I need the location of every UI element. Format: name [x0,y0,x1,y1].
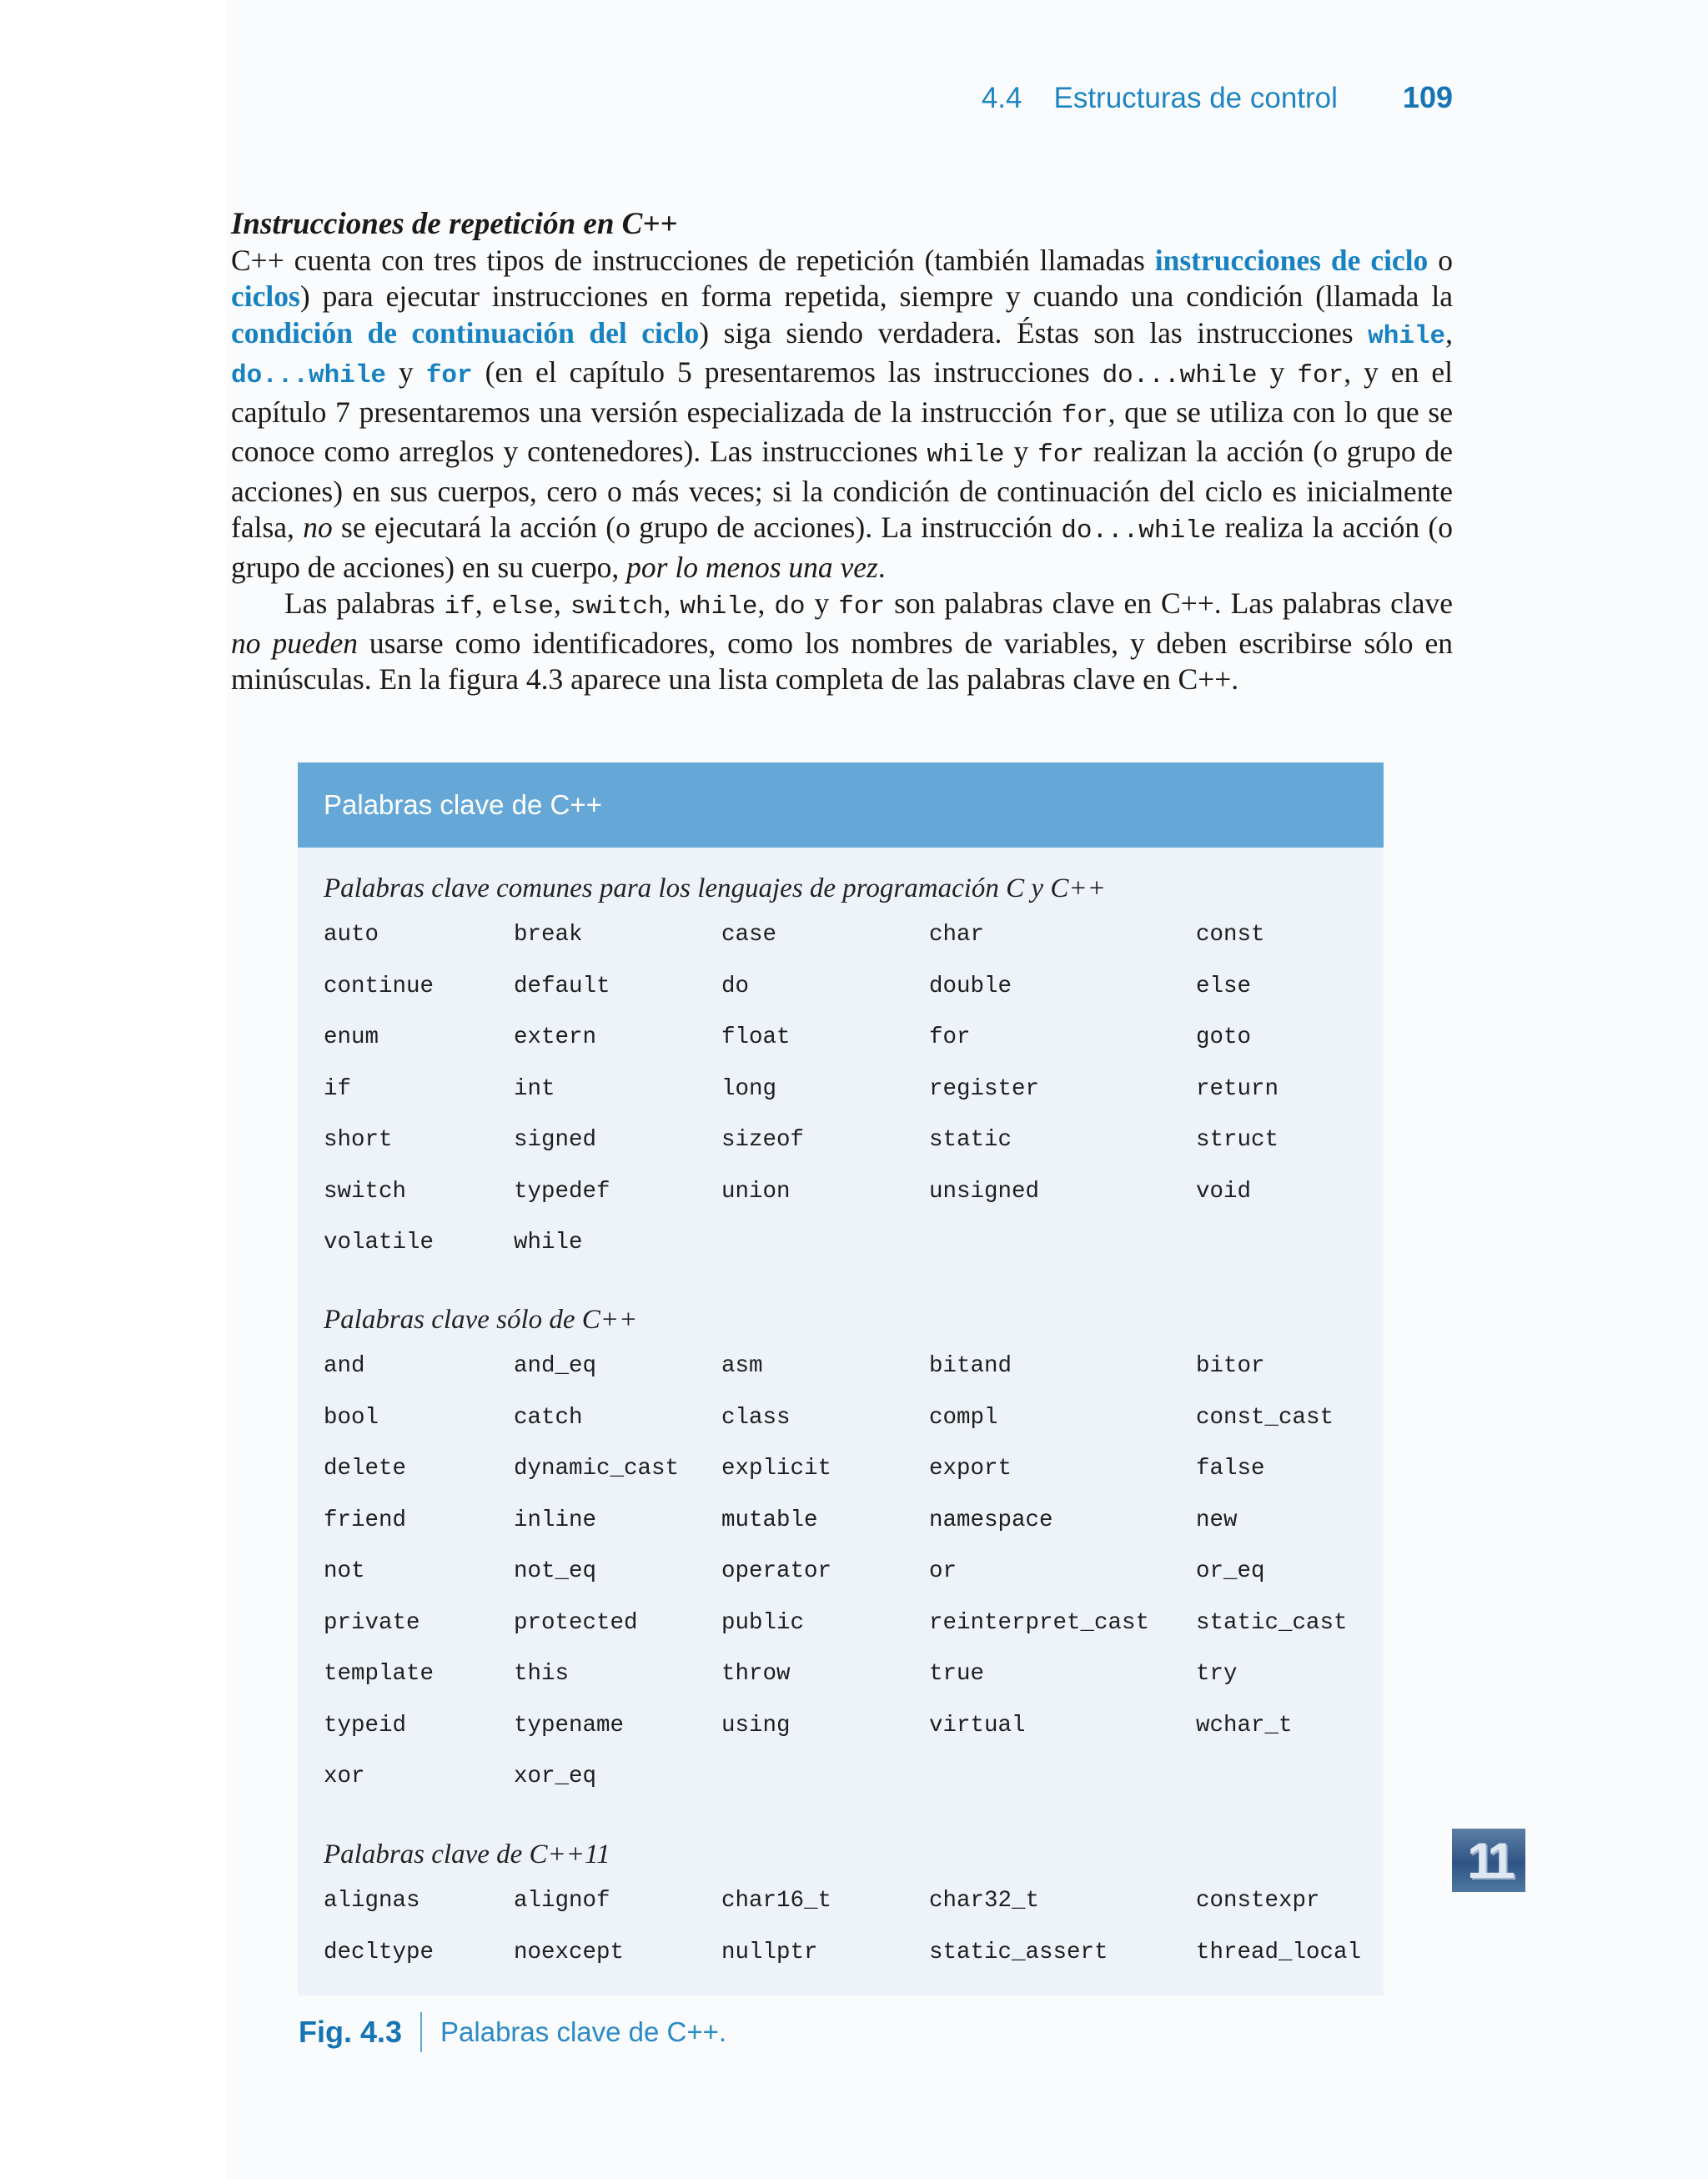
keyword-cell: typeid [324,1712,407,1739]
figure-caption [299,2012,726,2052]
keyword-row [324,1546,1366,1598]
text-run: o [1428,243,1453,277]
text-run: se ejecutará la acción (o grupo de acciones). La instrucción [332,511,1062,544]
keyword-cell: namespace [929,1507,1053,1533]
keyword-cell: compl [929,1404,998,1431]
text-run: ) siga siendo verdadera. Éstas son las instrucciones [699,315,1369,350]
text-run: ) para ejecutar instrucciones en forma repetida, siempre y cuando una condición (llamada la [299,279,1453,313]
inline-code: do...while [1061,516,1217,546]
keyword-row [324,1341,1366,1392]
keyword-cell: not_eq [514,1558,597,1585]
chapter-tab: 11 [1452,1829,1525,1892]
keyword-cell: const_cast [1196,1404,1334,1431]
keyword-cell: long [721,1075,777,1102]
keyword-cell: throw [721,1661,791,1688]
keyword-cell: decltype [324,1939,435,1965]
keyword-row [324,909,1366,961]
keyword-cell: signed [514,1127,597,1154]
keyword-cell: dynamic_cast [514,1456,680,1482]
inline-code: do [774,592,806,621]
keyword-cell: mutable [721,1507,818,1533]
paragraph-1 [231,243,1453,586]
keyword-row [324,1392,1366,1444]
keyword-cell: and_eq [514,1353,597,1380]
keyword-cell: char16_t [721,1888,832,1915]
keyword-cell: and [324,1353,365,1380]
keyword-cell: or_eq [1196,1558,1265,1585]
emphasis: por lo menos una vez [626,550,878,584]
text-run: , [475,586,492,620]
keyword-row [324,1648,1366,1700]
keyword-cell: unsigned [929,1178,1040,1205]
text-run: , [757,586,775,620]
keyword-cell: typename [514,1712,625,1739]
key-code: for [425,361,473,390]
text-run: y [1257,355,1298,389]
keyword-row [324,1443,1366,1495]
running-head [982,80,1453,115]
keyword-cell: operator [721,1558,832,1585]
keyword-cell: for [929,1024,971,1051]
text-run: , [663,586,681,620]
keyword-cell: thread_local [1196,1939,1362,1965]
keyword-cell: public [721,1609,805,1636]
section-number: 4.4 [981,82,1022,114]
keyword-cell: double [929,973,1012,999]
keyword-cell: case [721,922,777,949]
keyword-cell: bool [324,1404,379,1431]
inline-code: while [680,592,758,621]
keyword-row [324,1495,1366,1547]
keyword-cell: template [324,1661,435,1688]
keyword-cell: enum [324,1024,379,1051]
keyword-cell: try [1196,1661,1238,1688]
inline-code: switch [570,592,664,621]
keyword-cell: sizeof [721,1127,805,1154]
key-term: condición de continuación del ciclo [231,315,700,350]
keyword-cell: static_cast [1196,1609,1348,1636]
keyword-cell: false [1196,1456,1265,1482]
key-code: do...while [231,361,387,390]
text-run: . [877,550,886,584]
keyword-row [324,1166,1366,1218]
keyword-cell: reinterpret_cast [929,1609,1150,1636]
keyword-cell: export [929,1456,1012,1482]
keyword-cell: struct [1196,1127,1279,1154]
keyword-cell: char [929,922,985,949]
keyword-rows [324,1875,1366,1978]
keyword-cell: true [929,1661,985,1688]
inline-code: while [927,440,1005,470]
keyword-cell: bitor [1196,1353,1265,1380]
text-run: , [1445,315,1453,350]
keyword-cell: delete [324,1456,407,1482]
inline-code: if [444,592,475,621]
keyword-cell: switch [324,1178,407,1205]
caption-divider [420,2012,422,2052]
keyword-cell: break [514,922,583,949]
figure-caption-text: Palabras clave de C++. [440,2016,727,2047]
keyword-cell: static [929,1127,1012,1154]
keyword-rows [324,1341,1366,1803]
keyword-cell: protected [514,1609,638,1636]
keyword-cell: class [721,1404,791,1431]
text-run: realiza la acción (o grupo de acciones) en su cuerpo, [231,511,1453,584]
keyword-group-cpp-only [324,1299,1366,1803]
keyword-cell: nullptr [721,1939,818,1965]
keyword-row [324,1012,1366,1064]
keyword-row [324,1875,1366,1927]
keyword-cell: static_assert [929,1939,1108,1965]
keyword-cell: alignof [514,1888,610,1915]
keyword-row [324,1700,1366,1752]
text-run: realizan la acción (o grupo de acciones) en sus cuerpos, cero o más veces; si la condición de continuación del ciclo es inicialmente falsa, [231,435,1453,544]
keyword-cell: catch [514,1404,583,1431]
keyword-row [324,961,1366,1013]
key-term: instrucciones de ciclo [1154,243,1429,277]
keyword-cell: continue [324,973,435,999]
keyword-row [324,1751,1366,1803]
keyword-cell: void [1196,1178,1252,1205]
keyword-row [324,1927,1366,1979]
text-run: C++ cuenta con tres tipos de instrucciones de repetición (también llamadas [231,243,1155,277]
text-run: , [554,586,570,620]
keyword-cell: else [1196,973,1252,999]
keyword-cell: virtual [929,1712,1026,1739]
page-number: 109 [1402,80,1453,114]
keyword-cell: using [721,1712,791,1739]
inline-code: for [1297,361,1344,390]
keyword-cell: asm [721,1353,763,1380]
keyword-rows [324,909,1366,1269]
keyword-cell: friend [324,1507,407,1533]
inline-code: for [1061,400,1108,430]
paragraph-2 [231,586,1453,698]
keyword-group-c-cpp [324,868,1366,1269]
keyword-cell: volatile [324,1230,435,1256]
section-heading: Instrucciones de repetición en C++ [231,207,678,241]
body-text [231,206,1453,698]
key-term: ciclos [231,279,300,313]
keyword-row [324,1064,1366,1115]
keyword-cell: noexcept [514,1939,625,1965]
keyword-row [324,1115,1366,1166]
text-run: Las palabras [284,586,445,620]
inline-code: do...while [1102,361,1258,390]
keyword-cell: default [514,973,610,999]
text-run: son palabras clave en C++. Las palabras clave [885,586,1454,620]
keyword-cell: float [721,1024,791,1051]
keyword-cell: or [929,1558,957,1585]
keyword-cell: char32_t [929,1888,1040,1915]
keyword-cell: return [1196,1075,1279,1102]
text-run: y [386,355,426,389]
inline-code: for [838,592,886,621]
figure-header: Palabras clave de C++ [298,762,1384,848]
section-title: Estructuras de control [1053,82,1338,114]
group-title: Palabras clave de C++11 [324,1839,610,1870]
keyword-cell: private [324,1609,420,1636]
keyword-cell: union [721,1178,791,1205]
text-run: , que se utiliza con lo que se conoce como arreglos y contenedores). Las instrucciones [231,395,1453,468]
inline-code: else [491,592,555,621]
keyword-cell: auto [324,922,379,949]
keyword-cell: do [721,973,750,999]
keyword-cell: int [514,1075,555,1102]
keyword-cell: extern [514,1024,597,1051]
keyword-figure [298,762,1384,1995]
keyword-cell: bitand [929,1353,1012,1380]
figure-label: Fig. 4.3 [299,2015,403,2049]
text-run: y [1004,435,1038,468]
keyword-row [324,1217,1366,1269]
key-code: while [1368,321,1446,351]
keyword-cell: explicit [721,1456,832,1482]
group-title: Palabras clave comunes para los lenguajes de programación C y C++ [324,873,1106,903]
keyword-cell: inline [514,1507,597,1533]
inline-code: for [1037,440,1084,470]
keyword-cell: const [1196,922,1265,949]
keyword-cell: if [324,1075,352,1102]
text-run: y [805,586,839,620]
emphasis: no [303,511,333,544]
keyword-cell: short [324,1127,393,1154]
keyword-cell: wchar_t [1196,1712,1293,1739]
keyword-group-cpp11 [324,1834,1366,1978]
keyword-cell: constexpr [1196,1888,1320,1915]
keyword-cell: register [929,1075,1040,1102]
keyword-cell: not [324,1558,365,1585]
text-run: (en el capítulo 5 presentaremos las instrucciones [472,355,1103,389]
group-title: Palabras clave sólo de C++ [324,1305,638,1335]
text-run: , y en el capítulo 7 presentaremos una versión especializada de la instrucción [231,355,1453,429]
keyword-cell: xor_eq [514,1764,597,1790]
keyword-cell: this [514,1661,570,1688]
keyword-row [324,1598,1366,1649]
keyword-cell: alignas [324,1888,420,1915]
emphasis: no pueden [231,626,358,660]
keyword-cell: goto [1196,1024,1252,1051]
keyword-cell: while [514,1230,583,1256]
text-run: usarse como identificadores, como los nombres de variables, y deben escribirse sólo en minúsculas. En la figura 4.3 aparece una lista completa de las palabras clave en C++. [231,626,1453,696]
keyword-cell: xor [324,1764,365,1790]
keyword-cell: typedef [514,1178,610,1205]
keyword-cell: new [1196,1507,1238,1533]
